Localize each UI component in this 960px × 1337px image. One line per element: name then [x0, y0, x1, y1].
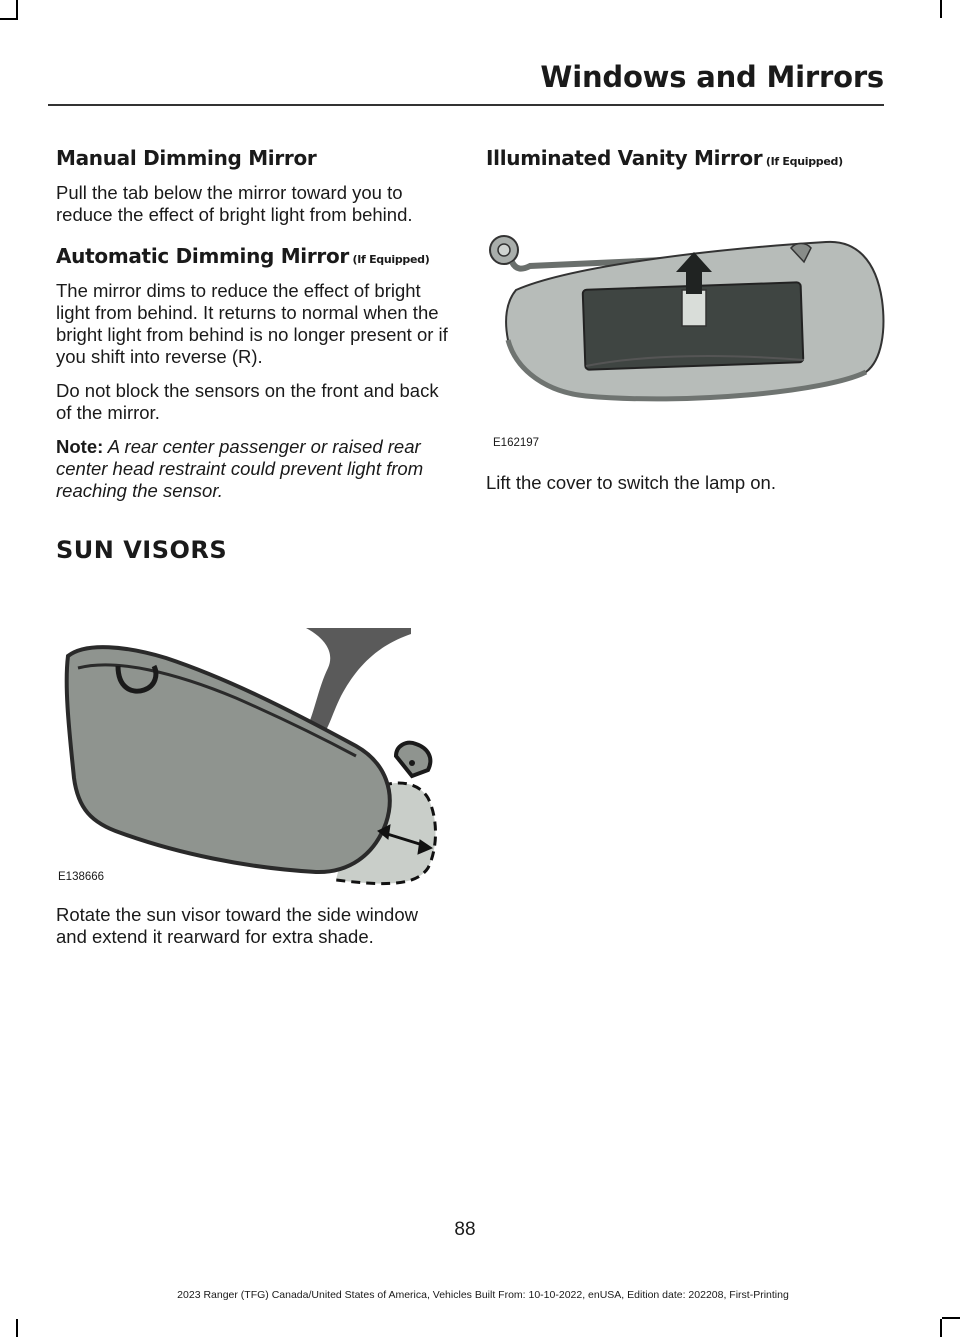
vanity-mirror-heading-suffix: (If Equipped)	[762, 155, 843, 168]
crop-mark	[0, 18, 18, 20]
note-text: A rear center passenger or raised rear center head restraint could prevent light from reaching the sensor.	[56, 436, 424, 501]
page-number: 88	[454, 1219, 476, 1240]
vanity-mirror-heading-text: Illuminated Vanity Mirror	[486, 146, 763, 170]
auto-dimming-body-2: Do not block the sensors on the front and back of the mirror.	[56, 380, 439, 423]
crop-mark	[16, 0, 18, 18]
auto-dimming-heading-text: Automatic Dimming Mirror	[56, 244, 349, 268]
manual-dimming-heading-text: Manual Dimming Mirror	[56, 146, 317, 170]
sun-visor-body: Rotate the sun visor toward the side window and extend it rearward for extra shade.	[56, 904, 418, 947]
auto-dimming-body-1: The mirror dims to reduce the effect of bright light from behind. It returns to normal when the bright light from behind is no longer present or if you shift into reverse (R).	[56, 280, 448, 367]
crop-mark	[940, 1319, 942, 1337]
crop-mark	[940, 0, 942, 18]
sun-visor-illustration	[56, 628, 448, 890]
crop-mark	[942, 1317, 960, 1319]
right-column	[486, 140, 886, 182]
vanity-mirror-body: Lift the cover to switch the lamp on.	[486, 472, 776, 493]
vanity-mirror-figure-code: E162197	[493, 437, 540, 449]
header-divider	[48, 104, 884, 106]
sun-visors-heading: SUN VISORS	[56, 536, 228, 564]
sun-visor-figure-code: E138666	[58, 871, 105, 883]
note-label: Note:	[56, 436, 104, 457]
left-column	[56, 140, 451, 564]
vanity-mirror-heading	[486, 146, 886, 170]
footer-text: 2023 Ranger (TFG) Canada/United States of America, Vehicles Built From: 10-10-2022, enUSA, Edition date: 202208, First-Printing	[177, 1289, 789, 1301]
vanity-mirror-caption-block	[486, 472, 886, 506]
crop-mark	[16, 1319, 18, 1337]
manual-dimming-body: Pull the tab below the mirror toward you to reduce the effect of bright light from behind.	[56, 182, 413, 225]
sun-visor-caption-block	[56, 904, 451, 960]
auto-dimming-heading	[56, 244, 451, 268]
auto-dimming-note	[56, 436, 451, 502]
sun-visor-figure	[56, 628, 448, 890]
vanity-mirror-illustration	[486, 220, 886, 462]
manual-dimming-heading	[56, 146, 451, 170]
page-title: Windows and Mirrors	[540, 60, 884, 94]
auto-dimming-heading-suffix: (If Equipped)	[349, 253, 430, 266]
vanity-mirror-figure	[486, 220, 886, 462]
